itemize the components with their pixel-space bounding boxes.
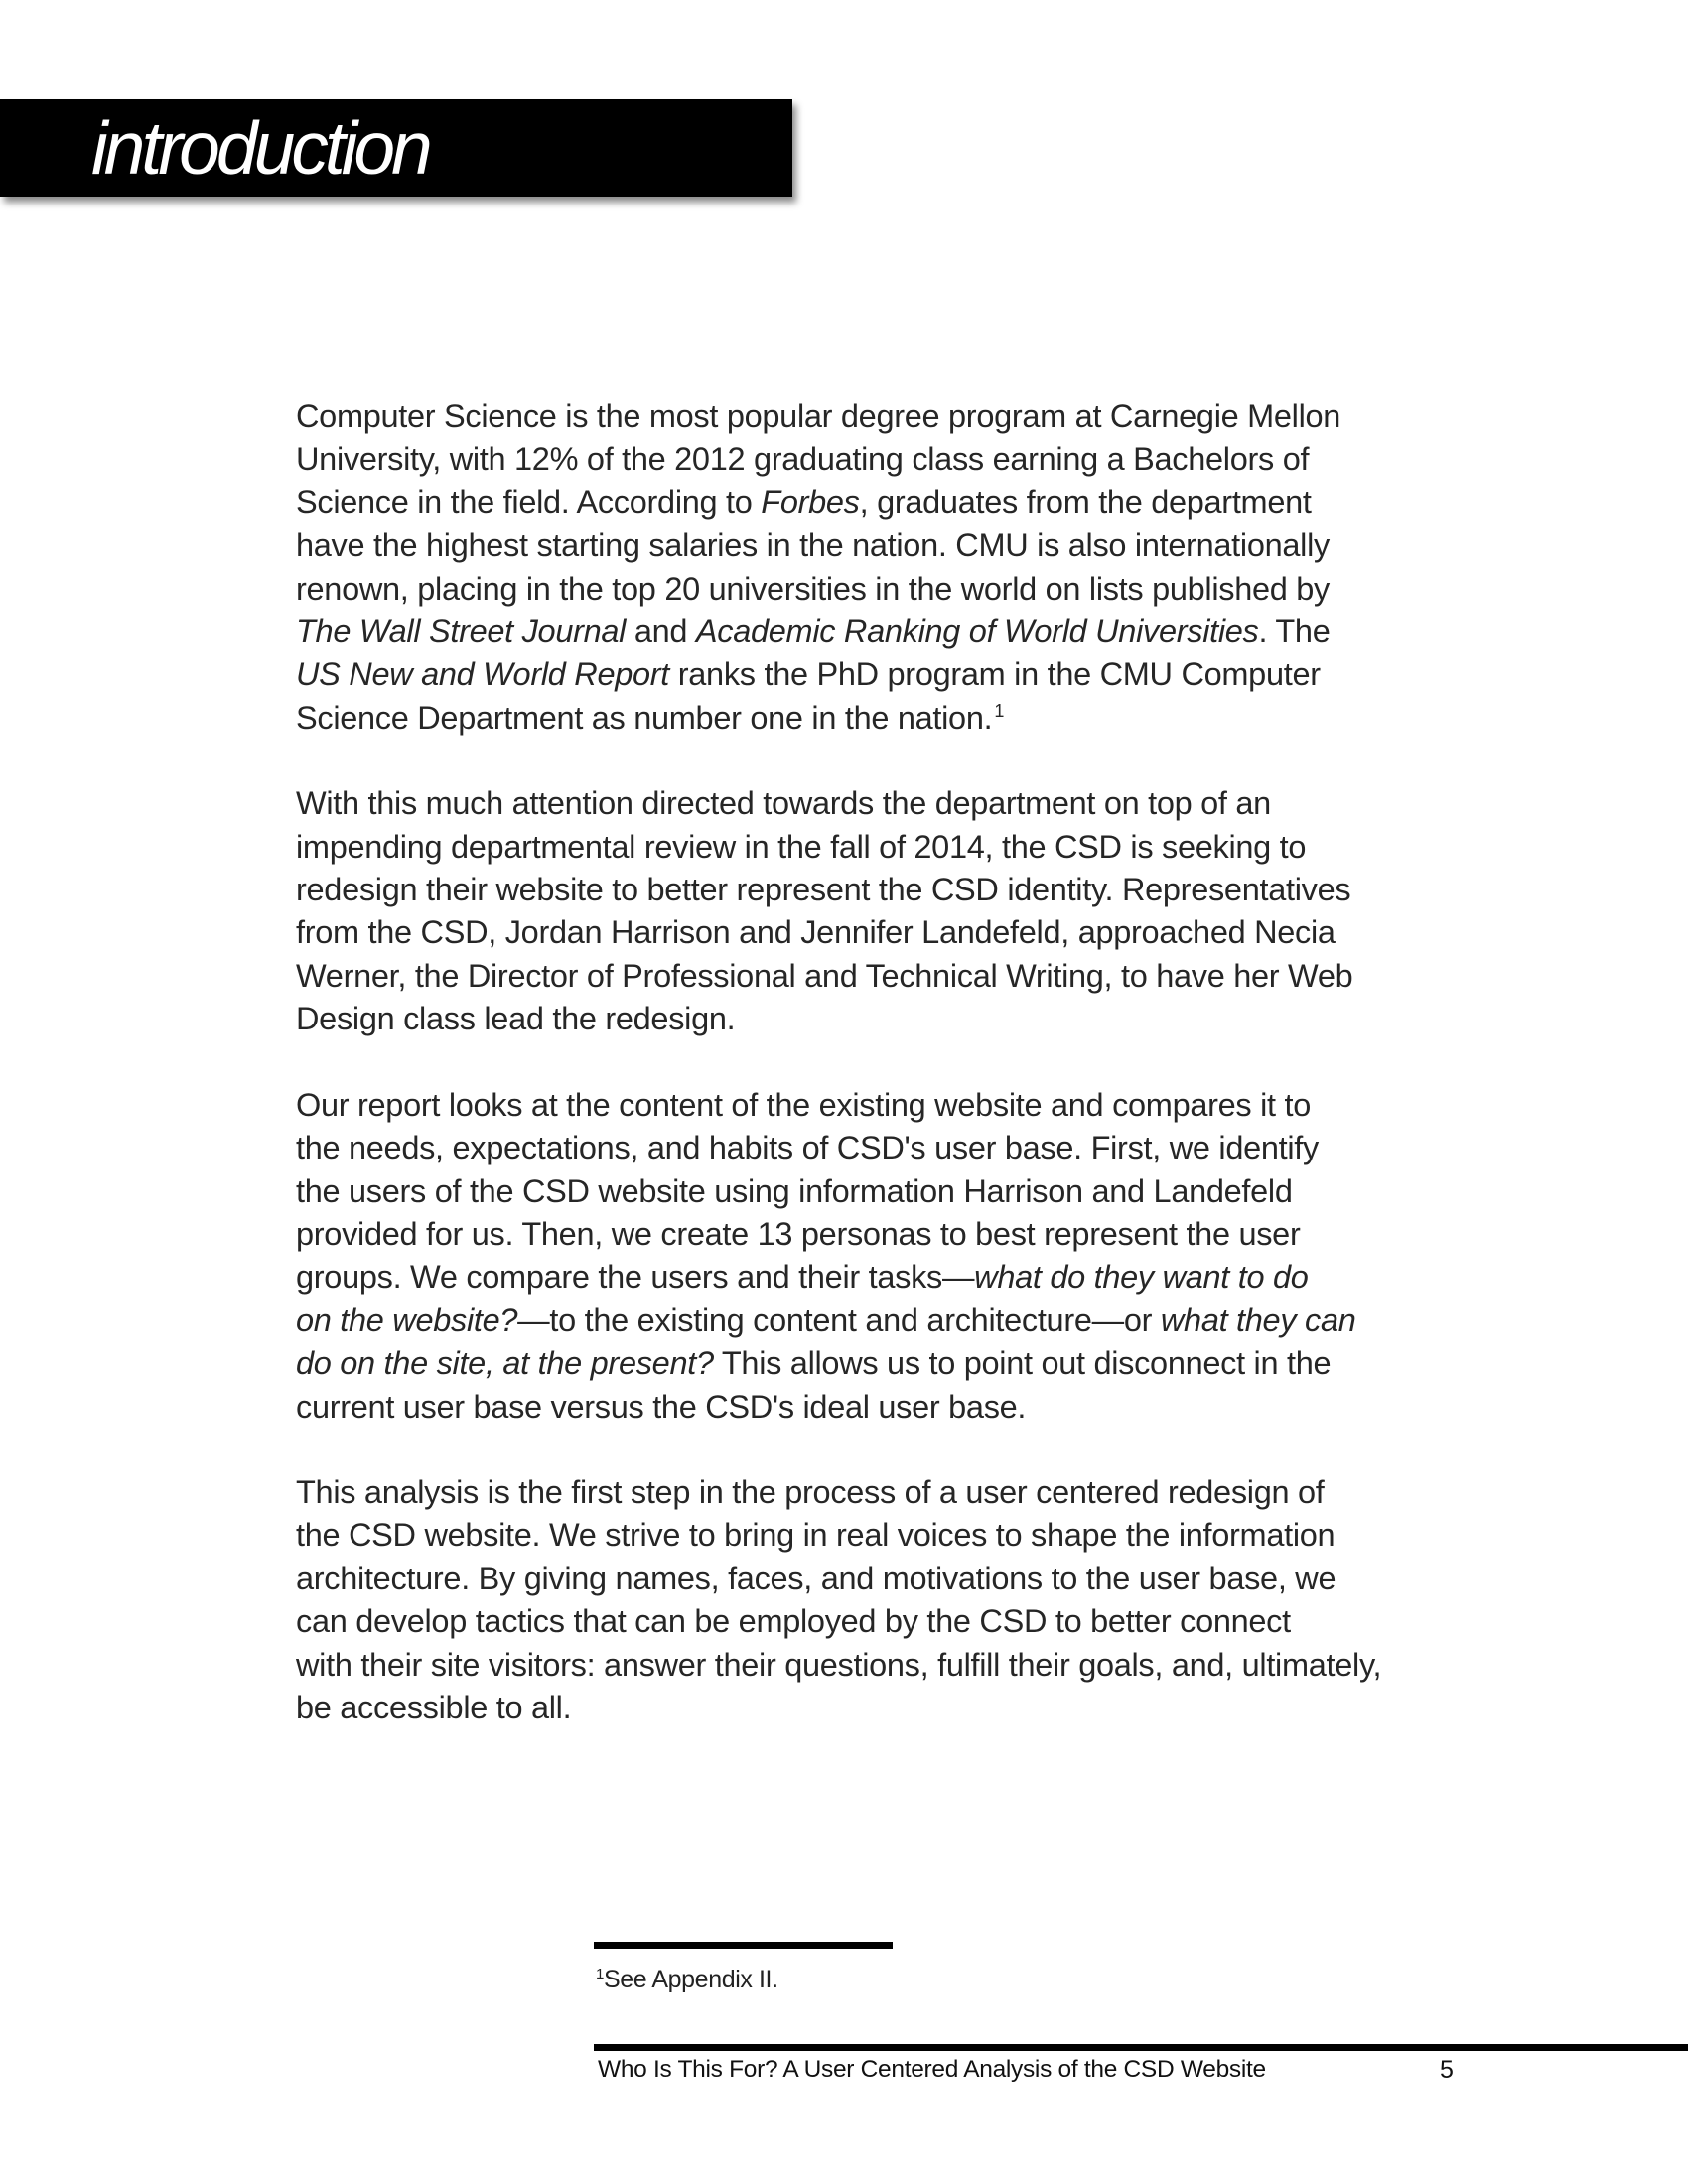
text-run: . The: [1258, 614, 1331, 650]
text-run: impending departmental review in the fall of 2014, the CSD is seeking to: [296, 828, 1307, 865]
italic-text: on the website?: [296, 1301, 518, 1338]
text-run: be accessible to all.: [296, 1689, 572, 1725]
paragraph-line: [296, 1471, 1448, 1514]
paragraph-line: [296, 782, 1448, 825]
text-run: have the highest starting salaries in the nation. CMU is also internationally: [296, 527, 1330, 564]
paragraph-line: [296, 869, 1448, 911]
paragraph-line: [296, 611, 1448, 653]
footnote-reference: 1: [994, 700, 1005, 721]
paragraph-line: [296, 911, 1448, 954]
text-run: ranks the PhD program in the CMU Computer: [669, 656, 1321, 693]
text-run: University, with 12% of the 2012 graduating class earning a Bachelors of: [296, 441, 1310, 478]
page-number: 5: [1440, 2056, 1454, 2084]
body-paragraph: [296, 782, 1448, 1040]
italic-text: The Wall Street Journal: [296, 614, 627, 650]
paragraph-line: [296, 998, 1448, 1040]
text-run: groups. We compare the users and their tasks—: [296, 1259, 975, 1296]
text-run: , graduates from the department: [859, 483, 1312, 520]
italic-text: Forbes: [761, 483, 860, 520]
text-run: Computer Science is the most popular degree program at Carnegie Mellon: [296, 398, 1341, 434]
section-title: introduction: [91, 106, 429, 190]
text-run: Design class lead the redesign.: [296, 1001, 736, 1037]
body-text: [296, 395, 1448, 1772]
text-run: Science Department as number one in the nation.: [296, 699, 993, 736]
text-run: current user base versus the CSD's ideal user base.: [296, 1388, 1027, 1425]
text-run: redesign their website to better represent the CSD identity. Representatives: [296, 872, 1351, 908]
text-run: Science in the field. According to: [296, 483, 762, 520]
text-run: architecture. By giving names, faces, and motivations to the user base, we: [296, 1560, 1336, 1596]
text-run: With this much attention directed towards the department on top of an: [296, 785, 1271, 822]
text-run: from the CSD, Jordan Harrison and Jennifer Landefeld, approached Necia: [296, 914, 1336, 951]
text-run: —to the existing content and architecture—or: [517, 1301, 1161, 1338]
text-run: can develop tactics that can be employed by the CSD to better connect: [296, 1603, 1291, 1640]
paragraph-line: [296, 438, 1448, 480]
paragraph-line: [296, 481, 1448, 524]
body-paragraph: [296, 395, 1448, 740]
footer-title: Who Is This For? A User Centered Analysis of the CSD Website: [598, 2056, 1266, 2083]
section-banner: [0, 99, 792, 197]
footnote-rule: [594, 1942, 893, 1949]
paragraph-line: [296, 524, 1448, 567]
paragraph-line: [296, 1600, 1448, 1643]
footer-rule: [594, 2044, 1688, 2051]
paragraph-line: [296, 568, 1448, 611]
italic-text: what do they want to do: [974, 1259, 1309, 1296]
paragraph-line: [296, 395, 1448, 438]
paragraph-line: [296, 1213, 1448, 1256]
paragraph-line: [296, 1170, 1448, 1213]
footnote-text: See Appendix II.: [603, 1966, 778, 1993]
body-paragraph: [296, 1471, 1448, 1729]
paragraph-line: [296, 1687, 1448, 1729]
text-run: Werner, the Director of Professional and Technical Writing, to have her Web: [296, 957, 1353, 994]
italic-text: US New and World Report: [296, 656, 670, 693]
italic-text: Academic Ranking of World Universities: [695, 614, 1259, 650]
text-run: the CSD website. We strive to bring in real voices to shape the information: [296, 1517, 1336, 1554]
footnote: [596, 1964, 778, 1995]
text-run: the users of the CSD website using information Harrison and Landefeld: [296, 1172, 1293, 1209]
footnote-marker: 1: [596, 1966, 604, 1982]
paragraph-line: [296, 826, 1448, 869]
text-run: renown, placing in the top 20 universities in the world on lists published by: [296, 570, 1330, 607]
paragraph-line: [296, 1299, 1448, 1342]
paragraph-line: [296, 1558, 1448, 1600]
paragraph-line: [296, 1514, 1448, 1557]
paragraph-line: [296, 1084, 1448, 1127]
paragraph-line: [296, 1127, 1448, 1169]
text-run: This analysis is the first step in the process of a user centered redesign of: [296, 1473, 1325, 1510]
paragraph-line: [296, 1256, 1448, 1298]
italic-text: what they can: [1160, 1301, 1356, 1338]
paragraph-line: [296, 955, 1448, 998]
paragraph-line: [296, 1342, 1448, 1385]
text-run: with their site visitors: answer their questions, fulfill their goals, and, ultimately,: [296, 1646, 1382, 1683]
paragraph-line: [296, 697, 1448, 740]
paragraph-line: [296, 653, 1448, 696]
text-run: provided for us. Then, we create 13 personas to best represent the user: [296, 1215, 1301, 1252]
text-run: Our report looks at the content of the existing website and compares it to: [296, 1086, 1311, 1123]
text-run: This allows us to point out disconnect in the: [713, 1345, 1332, 1382]
text-run: the needs, expectations, and habits of CSD's user base. First, we identify: [296, 1130, 1319, 1166]
paragraph-line: [296, 1386, 1448, 1429]
italic-text: do on the site, at the present?: [296, 1345, 714, 1382]
text-run: and: [626, 614, 696, 650]
body-paragraph: [296, 1084, 1448, 1429]
paragraph-line: [296, 1644, 1448, 1687]
